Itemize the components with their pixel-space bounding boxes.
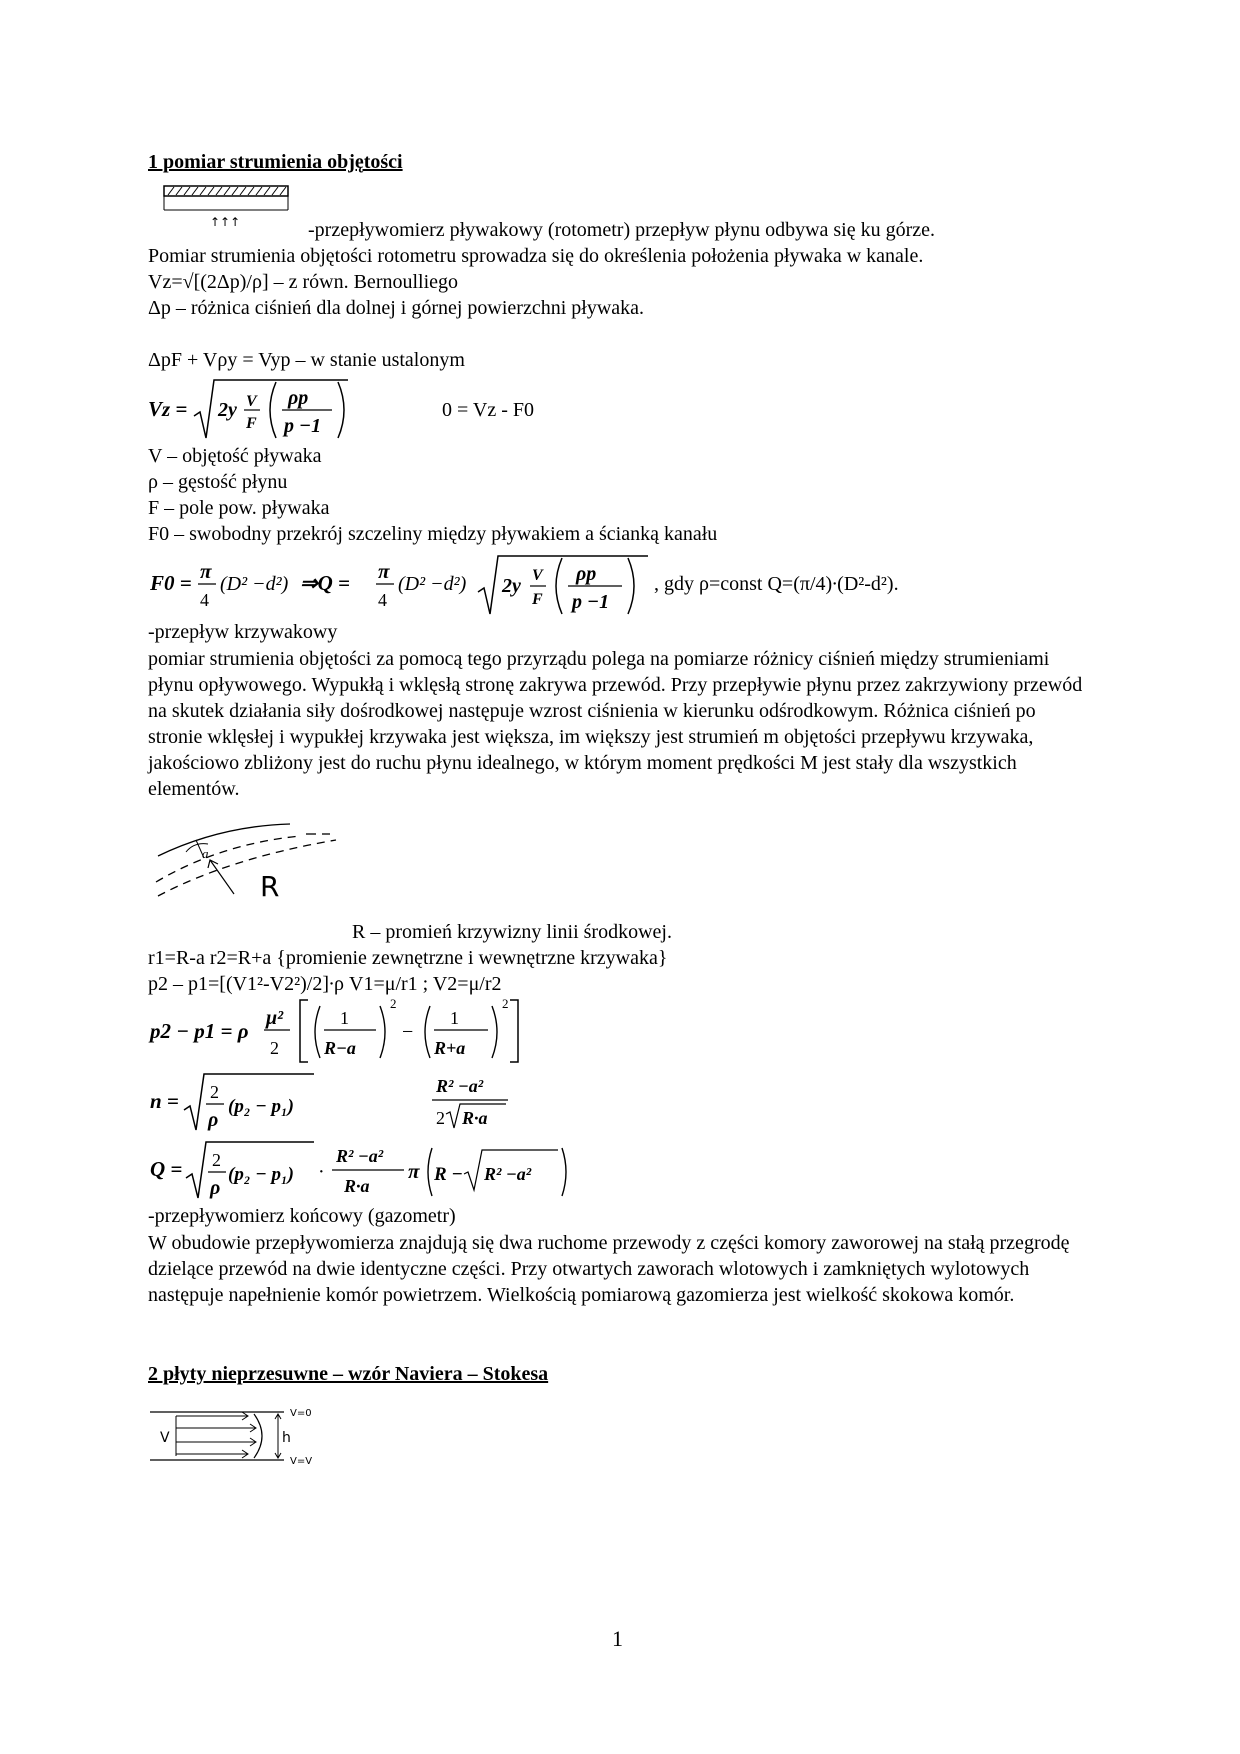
svg-text:π: π [200, 559, 212, 583]
dp-definition: Δp – różnica ciśnień dla dolnej i górnej powierzchni pływaka. [148, 297, 645, 319]
svg-text:(p₂ − p₁): (p₂ − p₁) [228, 1096, 294, 1117]
rotometer-intro: -przepływomierz pływakowy (rotometr) przepływ płynu odbywa się ku górze. [308, 219, 936, 241]
curve-r-label: R [260, 870, 280, 902]
section-1-heading: 1 pomiar strumienia objętości [148, 151, 403, 173]
formula-p-lhs: p2 − p1 = ρ [150, 1019, 249, 1043]
svg-text:R+a: R+a [434, 1038, 466, 1058]
pressure-equation: p2 – p1=[(V1²-V2²)/2]∙ρ V1=μ/r1 ; V2=μ/r2 [148, 973, 502, 995]
svg-text:ρp: ρp [288, 387, 309, 409]
rotometer-diagram [162, 184, 292, 228]
plates-v-label: V [160, 1430, 170, 1446]
radii-definition: r1=R-a r2=R+a {promienie zewnętrzne i wewnętrzne krzywaka} [148, 947, 668, 969]
formula-vz [148, 376, 368, 448]
rotometer-arrows-label: ↑↑↑ [210, 215, 241, 228]
svg-text:R² −a²: R² −a² [484, 1164, 532, 1184]
svg-text:R² −a²: R² −a² [436, 1076, 484, 1096]
zero-equation: 0 = Vz - F0 [442, 399, 535, 421]
svg-text:ρ: ρ [210, 1177, 221, 1199]
svg-text:R² −a²: R² −a² [336, 1146, 384, 1166]
page-number: 1 [612, 1626, 623, 1651]
plates-v0-label: V=0 [290, 1408, 312, 1419]
definition-f: F – pole pow. pływaka [148, 497, 330, 519]
svg-text:p −1: p −1 [572, 591, 610, 613]
svg-text:2: 2 [502, 996, 509, 1011]
formula-q-lhs: ⇒Q = [300, 571, 350, 595]
formula-f0-q [148, 552, 658, 624]
svg-text:V: V [246, 393, 257, 410]
rotometer-desc: Pomiar strumienia objętości rotometru sprowadza się do określenia położenia pływaka w kanale. [148, 245, 924, 267]
section-2-heading: 2 płyty nieprzesuwne – wzór Naviera – Stokesa [148, 1363, 549, 1385]
svg-text:ρ: ρ [208, 1109, 219, 1131]
plates-diagram [148, 1406, 328, 1466]
curved-pipe-diagram [150, 822, 340, 902]
svg-text:2: 2 [390, 996, 397, 1011]
curve-a-label: a [202, 846, 209, 861]
formula-q-curved [148, 1136, 588, 1208]
svg-text:R·a: R·a [344, 1176, 370, 1196]
plates-h-label: h [282, 1430, 291, 1446]
definition-v: V – objętość pływaka [148, 445, 322, 467]
svg-text:R·a: R·a [462, 1108, 488, 1128]
svg-text:·: · [318, 1161, 325, 1183]
svg-text:2: 2 [212, 1150, 221, 1170]
svg-text:V: V [532, 567, 543, 584]
svg-text:2: 2 [270, 1038, 279, 1058]
svg-text:(D² −d²): (D² −d²) [398, 573, 467, 595]
gas-meter-paragraph [148, 1230, 1088, 1308]
formula-n-lhs: n = [150, 1089, 179, 1113]
gas-meter-title: -przepływomierz końcowy (gazometr) [148, 1205, 456, 1227]
formula-pressure-diff [148, 996, 528, 1072]
svg-text:2: 2 [436, 1108, 445, 1128]
svg-text:4: 4 [378, 590, 387, 610]
svg-text:p −1: p −1 [284, 415, 322, 437]
svg-text:π: π [378, 559, 390, 583]
svg-text:ρp: ρp [576, 563, 597, 585]
svg-text:1: 1 [340, 1008, 349, 1028]
svg-text:(D² −d²): (D² −d²) [220, 573, 289, 595]
definition-f0: F0 – swobodny przekrój szczeliny między pływakiem a ścianką kanału [148, 523, 718, 545]
svg-text:2: 2 [210, 1082, 219, 1102]
svg-text:2y: 2y [502, 575, 521, 597]
svg-text:F: F [532, 591, 543, 608]
curved-flow-text: pomiar strumienia objętości za pomocą tego przyrządu polega na pomiarze różnicy ciśnień między strumieniami płynu opływowego. Wypukłą i wklęsłą stronę zakrywa przewód. Przy przepływie płynu przez zakrzywiony przewód na skutek działania siły dośrodkowej następuje wzrost ciśnienia w kierunku odśrodkowym. Różnica ciśnień po stronie wklęsłej i wypukłej krzywaka jest większa, im większy jest strumień m objętości przepływu krzywaka, jakościowo zbliżony jest do ruchu płynu idealnego, w którym moment prędkości M jest stały dla wszystkich elementów. [148, 648, 1083, 800]
formula-vz-lhs: Vz = [148, 397, 188, 421]
gas-meter-text: W obudowie przepływomierza znajdują się dwa ruchome przewody z części komory zaworowej na stałą przegrodę dzielące przewód na dwie identyczne części. Przy otwartych zaworach wlotowych i zamkniętych wylotowych następuje napełnienie komór powietrzem. Wielkością pomiarową gazomierza jest wielkość skokowa komór. [148, 1232, 1070, 1306]
plates-vv-label: V=V [290, 1456, 313, 1466]
radius-caption: R – promień krzywizny linii środkowej. [352, 921, 672, 943]
svg-text:(p₂ − p₁): (p₂ − p₁) [228, 1164, 294, 1185]
formula-q2-lhs: Q = [150, 1157, 183, 1181]
svg-text:R −: R − [434, 1164, 463, 1185]
vz-equation: Vz=√[(2Δp)/ρ] – z równ. Bernoulliego [148, 271, 459, 293]
curved-flow-paragraph [148, 646, 1088, 802]
svg-text:R−a: R−a [324, 1038, 356, 1058]
svg-text:−: − [402, 1021, 414, 1043]
formula-n [148, 1070, 528, 1140]
balance-equation: ΔpF + Vρy = Vyp – w stanie ustalonym [148, 349, 465, 371]
svg-text:2y: 2y [218, 399, 237, 421]
svg-text:4: 4 [200, 590, 209, 610]
svg-text:μ²: μ² [266, 1007, 284, 1029]
svg-text:1: 1 [450, 1008, 459, 1028]
svg-text:π: π [408, 1159, 420, 1183]
curved-flow-title: -przepływ krzywakowy [148, 621, 338, 643]
gdy-const-text: , gdy ρ=const Q=(π/4)∙(D²-d²). [654, 573, 899, 595]
definition-rho: ρ – gęstość płynu [148, 471, 288, 493]
svg-text:F: F [246, 415, 257, 432]
formula-f0-lhs: F0 = [150, 571, 192, 595]
